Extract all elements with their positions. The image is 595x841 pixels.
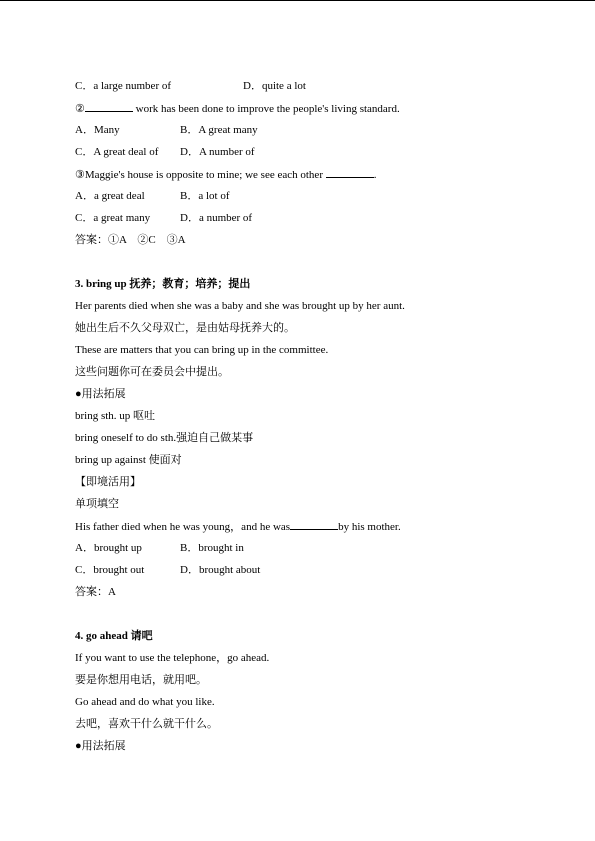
answer-1: 答案：①A ②C ③A <box>75 234 186 246</box>
section3-example2-zh: 这些问题你可在委员会中提出。 <box>75 366 229 378</box>
section3-usage-2: bring oneself to do sth.强迫自己做某事 <box>75 432 254 444</box>
section3-usage-1: bring sth. up 呕吐 <box>75 410 156 422</box>
q2-number: ② <box>75 103 85 115</box>
q3-option-a: A．a great deal <box>75 190 145 202</box>
section3-question-text: His father died when he was young，and he was <box>75 521 291 533</box>
q2-option-a: A．Many <box>75 124 120 136</box>
section3-practice-type: 单项填空 <box>75 498 119 510</box>
q3-text: ③Maggie's house is opposite to mine; we see each other <box>75 169 326 181</box>
section4-example1-zh: 要是你想用电话，就用吧。 <box>75 674 207 686</box>
q2-option-d: D．A number of <box>180 146 255 158</box>
q3-question <box>75 167 376 182</box>
section3-practice-title: 【即境活用】 <box>75 476 141 488</box>
page-top-border <box>0 0 595 1</box>
section3-usage-3: bring up against 使面对 <box>75 454 182 466</box>
q3-end: . <box>373 169 377 181</box>
section3-option-d: D．brought about <box>180 564 261 576</box>
section4-example2-zh: 去吧，喜欢干什么就干什么。 <box>75 718 218 730</box>
q1-option-c: C．a large number of <box>75 80 172 92</box>
section3-answer: 答案：A <box>75 586 116 598</box>
section3-option-b: B．brought in <box>180 542 244 554</box>
section3-example1-zh: 她出生后不久父母双亡，是由姑母抚养大的。 <box>75 322 295 334</box>
section4-example2-en: Go ahead and do what you like. <box>75 696 215 708</box>
q2-question <box>75 101 400 116</box>
q2-text: work has been done to improve the people's living standard. <box>132 103 400 115</box>
section3-question-blank <box>290 519 338 530</box>
section3-question <box>75 519 401 534</box>
section3-option-c: C．brought out <box>75 564 145 576</box>
section4-heading: 4. go ahead 请吧 <box>75 630 153 642</box>
section3-example1-en: Her parents died when she was a baby and she was brought up by her aunt. <box>75 300 405 312</box>
q2-option-c: C．A great deal of <box>75 146 159 158</box>
q1-option-d: D．quite a lot <box>243 80 306 92</box>
section3-example2-en: These are matters that you can bring up in the committee. <box>75 344 329 356</box>
section3-usage-title: ●用法拓展 <box>75 388 126 400</box>
section3-option-a: A．brought up <box>75 542 142 554</box>
section4-example1-en: If you want to use the telephone，go ahead. <box>75 652 270 664</box>
q2-blank <box>85 101 133 112</box>
q3-option-b: B．a lot of <box>180 190 230 202</box>
q2-option-b: B．A great many <box>180 124 258 136</box>
q3-option-d: D．a number of <box>180 212 253 224</box>
q3-blank <box>326 167 374 178</box>
q3-option-c: C．a great many <box>75 212 151 224</box>
section3-question-end: by his mother. <box>338 521 401 533</box>
section4-usage-title: ●用法拓展 <box>75 740 126 752</box>
section3-heading: 3. bring up 抚养；教育；培养；提出 <box>75 278 251 290</box>
